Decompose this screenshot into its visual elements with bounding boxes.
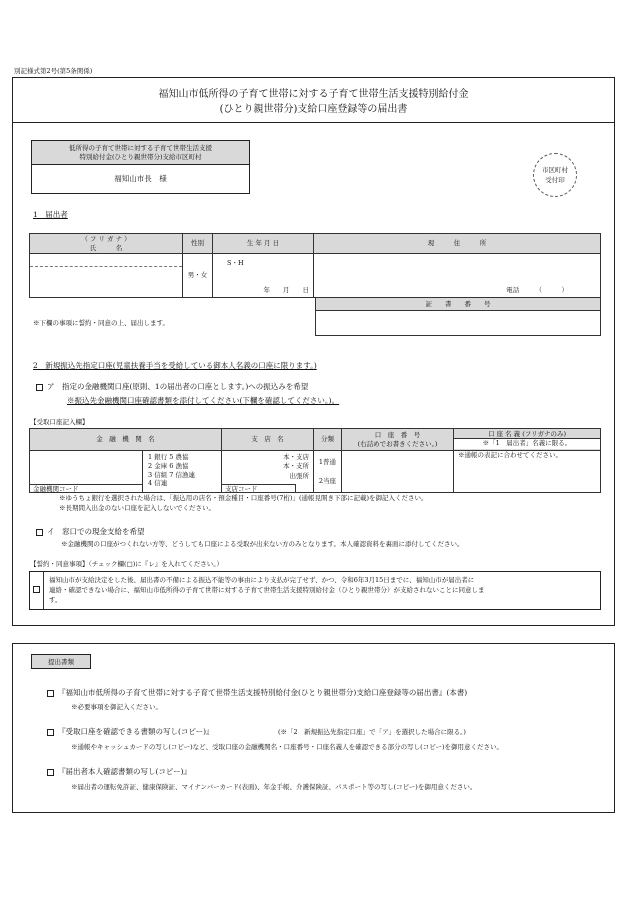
document-item: [47, 767, 191, 776]
branch-types: [283, 453, 309, 481]
option-a: [36, 382, 308, 391]
bank-code-row: [30, 484, 143, 493]
branch-code-row: [222, 484, 296, 493]
name-input-cell[interactable]: [30, 254, 183, 298]
bank-types: [148, 453, 195, 488]
option-a-label: ア 指定の金融機関口座(原則、1の届出者の口座とします。)への振込みを希望: [47, 382, 309, 391]
account-table: [29, 428, 601, 493]
document-checkbox[interactable]: [47, 769, 54, 776]
addressee-line-2: 特別給付金(ひとり親世帯分)支給市区町村: [79, 153, 202, 162]
branch-name-cell[interactable]: [222, 451, 314, 493]
holder-note-1: ※「1 届出者」名義に限る。: [454, 439, 600, 449]
branch-type-row[interactable]: 出張所: [289, 471, 309, 480]
addressee-box: [31, 140, 250, 194]
holder-input[interactable]: [454, 451, 601, 493]
title-line-1: 福知山市低所得の子育て世帯に対する子育て世帯生活支援特別給付金: [158, 89, 469, 100]
document-item: [47, 727, 214, 736]
address-label: 現 住 所: [314, 234, 601, 254]
stamp-line-2: 受付印: [545, 175, 565, 184]
account-number-input[interactable]: [342, 451, 454, 493]
document-note: ※必要事項を御記入ください。: [71, 703, 162, 711]
pledge-checkbox[interactable]: [33, 586, 40, 593]
option-a-sub: ※振込先金融機関口座確認書類を添付してください(下欄を確認してください。)。: [67, 396, 340, 405]
bank-name-input[interactable]: [30, 451, 143, 484]
option-b: [36, 527, 145, 536]
account-type-option[interactable]: 1普通: [318, 458, 337, 467]
furigana-input[interactable]: [30, 255, 182, 267]
documents-header: 提出書類: [31, 654, 91, 669]
account-number-label: 口 座 番 号: [374, 431, 421, 440]
pledge-check-cell: [30, 572, 44, 609]
account-type-cell[interactable]: [314, 451, 342, 493]
section1-heading: 1 届出者: [33, 210, 68, 219]
bank-type-row[interactable]: 2 金庫 6 漁協: [148, 461, 189, 470]
name-label: 氏 名: [89, 243, 123, 252]
receipt-stamp: [533, 153, 577, 197]
pledge-text: [49, 575, 485, 605]
form-title: [13, 87, 614, 117]
pledge-text-line: 連絡・確認できない場合に、福知山市低所得の子育て世帯に対する子育て世帯生活支援特別給付金（ひとり親世帯分）が支給されないことに同意しま: [49, 586, 485, 595]
document-title: 『受取口座を確認できる書類の写し(コピー)』: [58, 727, 214, 736]
bank-type-row[interactable]: 3 信組 7 信漁連: [148, 470, 195, 479]
birth-date-cell[interactable]: [213, 254, 314, 298]
documents-box: [12, 643, 615, 813]
pledge-text-line: す。: [49, 596, 62, 605]
option-b-label: イ 窓口での現金支給を希望: [47, 527, 145, 536]
birth-ymd: 年 月 日: [263, 285, 309, 294]
birth-label: 生 年 月 日: [213, 234, 314, 254]
document-checkbox[interactable]: [47, 690, 54, 697]
document-item: [47, 688, 467, 697]
addressee-name: 福知山市長 様: [114, 174, 167, 183]
address-cell[interactable]: [314, 254, 601, 298]
branch-type-row[interactable]: 本・支店: [283, 453, 309, 461]
bank-name-header: 金 融 機 関 名: [30, 429, 222, 451]
account-number-sublabel: (右詰めでお書きください。): [357, 439, 438, 448]
pledge-box: [29, 571, 601, 610]
addressee-heading: [32, 141, 249, 165]
branch-code-label: 支店コード: [225, 485, 258, 493]
gender-value[interactable]: 男・女: [183, 254, 213, 298]
addressee-line-1: 低所得の子育て世帯に対する子育て世帯生活支援: [69, 144, 212, 152]
form-number: 別記様式第2号(第5条関係): [14, 67, 93, 75]
name-header: [30, 234, 183, 254]
bank-type-row[interactable]: 4 信連: [148, 479, 168, 488]
long-term-note: ※長期間入出金のない口座を記入しないでください。: [59, 504, 215, 512]
title-line-2: (ひとり親世帯分)支給口座登録等の届出書: [219, 104, 408, 115]
document-note: ※通帳やキャッシュカードの写し(コピー)など、受取口座の金融機関名・口座番号・口座名義人を確認できる部分の写し(コピー)を御用意ください。: [71, 743, 503, 751]
name-input[interactable]: [30, 267, 182, 297]
furigana-label: （ フ リ ガ ナ ）: [81, 235, 131, 244]
certificate-number-input[interactable]: [316, 311, 601, 336]
holder-label: 口 座 名 義 (フリガナのみ): [454, 430, 600, 439]
branch-name-header: 支 店 名: [222, 429, 314, 451]
holder-header: [454, 429, 601, 451]
bank-type-row[interactable]: 1 銀行 5 農協: [148, 453, 189, 461]
account-number-header: [342, 429, 454, 451]
document-title: 『福知山市低所得の子育て世帯に対する子育て世帯生活支援特別給付金(ひとり親世帯分)支給口座登録等の届出書』(本書): [58, 688, 468, 697]
title-divider: [13, 122, 614, 123]
applicant-table: [29, 233, 601, 327]
document-checkbox[interactable]: [47, 729, 54, 736]
applicant-note: ※下欄の事項に誓約・同意の上、届出します。: [33, 319, 169, 327]
account-type-option[interactable]: 2当座: [318, 476, 337, 485]
stamp-line-1: 市区町村: [542, 166, 568, 174]
pledge-header: 【誓約・同意事項】（チェック欄(□)に『レ』を入れてください。）: [30, 560, 224, 568]
option-b-checkbox[interactable]: [36, 529, 43, 536]
option-b-sub: ※金融機関の口座がつくれない方等、どうしても口座による受取が出来ない方のみとなります。本人確認資料を裏面に添付してください。: [61, 540, 464, 548]
document-note: ※届出者の運転免許証、健康保険証、マイナンバーカード(表面)、年金手帳、介護保険証、パスポート等の写し(コピー)を御用意ください。: [71, 783, 477, 791]
certificate-number-label: 証 書 番 号: [316, 298, 601, 311]
option-a-checkbox[interactable]: [36, 384, 43, 391]
document-extra: (※「2 新規振込先指定口座」で「ア」を選択した場合に限る。): [278, 728, 466, 736]
account-section-header: 【受取口座記入欄】: [30, 418, 89, 426]
yucho-note: ※ゆうちょ銀行を選択された場合は、「振込用の店名・預金種目・口座番号(7桁)」(通帳見開き下部に記載)を御記入ください。: [59, 494, 428, 502]
section2-heading: 2 新規振込先指定口座(児童扶養手当を受給している御本人名義の口座に限ります。): [33, 361, 317, 370]
bank-code-label: 金融機関コード: [33, 485, 79, 493]
birth-era: S・H: [227, 259, 244, 267]
document-title: 『届出者本人確認書類の写し(コピー)』: [58, 767, 192, 776]
pledge-text-line: 福知山市が支給決定をした後、届出書の不備による振込不能等の事由により支払が完了せず、かつ、令和6年3月15日までに、福知山市が届出者に: [49, 576, 475, 584]
gender-label: 性別: [183, 234, 213, 254]
bank-name-cell[interactable]: [30, 451, 222, 493]
holder-note-2: ※通帳の表記に合わせてください。: [458, 451, 562, 459]
phone-label: 電話 （ ）: [506, 285, 568, 294]
branch-type-row[interactable]: 本・支所: [283, 462, 309, 471]
account-type-header: 分類: [314, 429, 342, 451]
